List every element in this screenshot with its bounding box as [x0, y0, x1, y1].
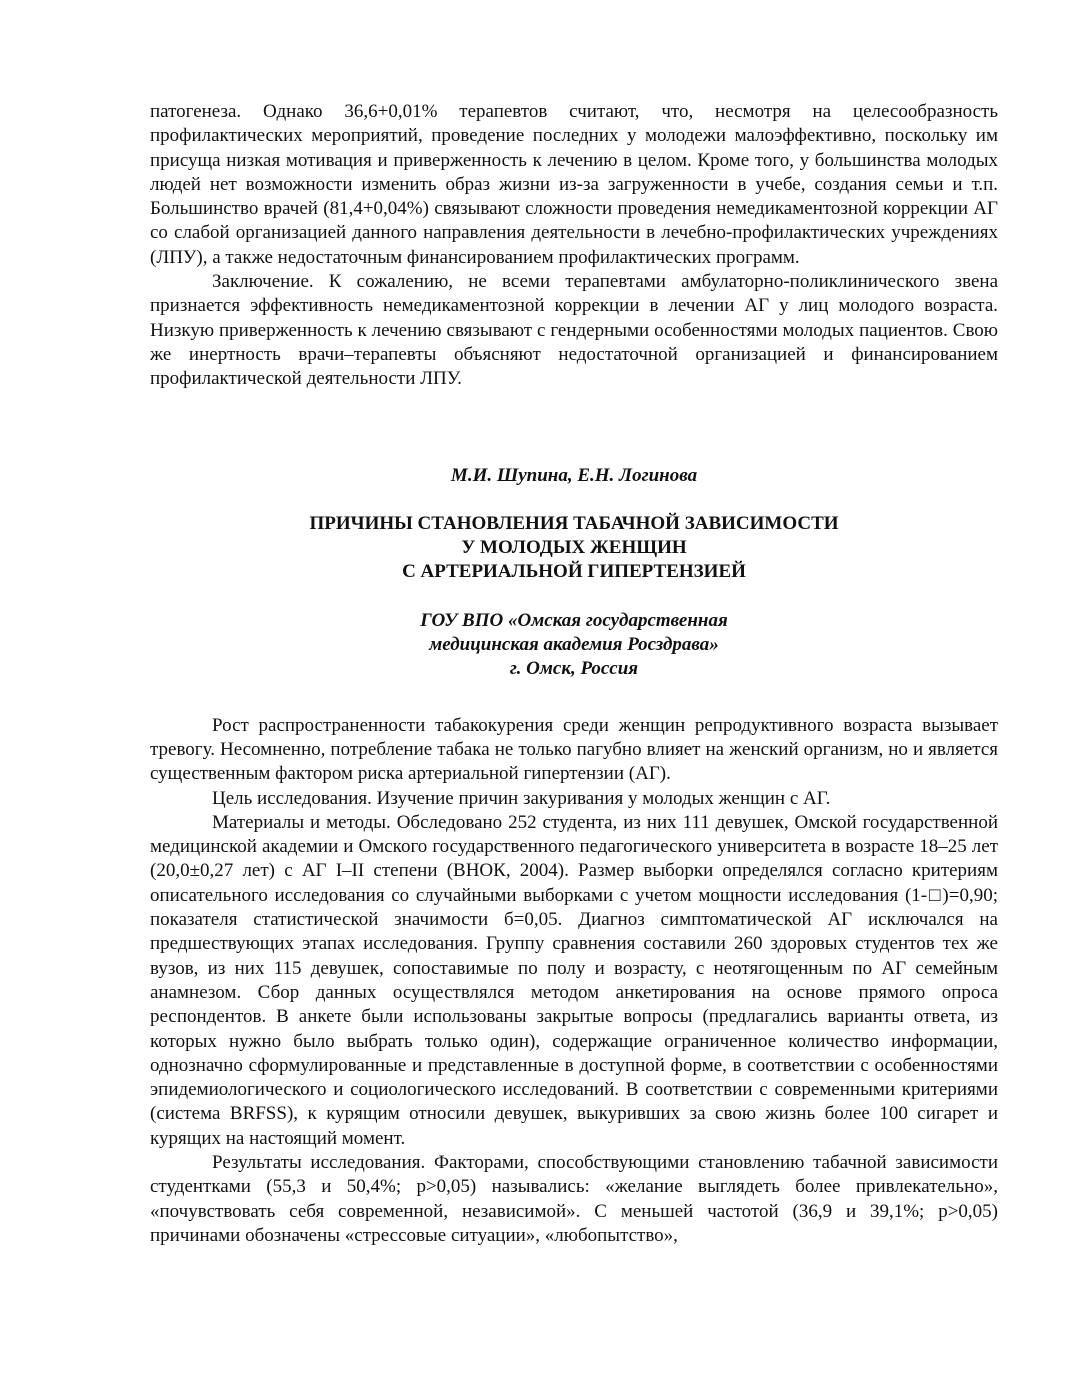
section-gap: [150, 682, 998, 714]
section-gap: [150, 392, 998, 464]
article-title-line: С АРТЕРИАЛЬНОЙ ГИПЕРТЕНЗИЕЙ: [402, 561, 746, 583]
section-gap: [150, 585, 998, 609]
article-authors: М.И. Шупина, Е.Н. Логинова: [450, 464, 698, 486]
prev-article-conclusion: Заключение. К сожалению, не всеми терапевтами амбулаторно-поликлинического звена признается эффективность немедикаментозной коррекции в лечении АГ у лиц молодого возраста. Низкую приверженность к лечению связывают с гендерными особенностями молодых пациентов. Свою же инертность врачи–терапевты объясняют недостаточной организацией и финансированием профилактической деятельности ЛПУ.: [150, 271, 998, 390]
article-intro-paragraph: Рост распространенности табакокурения среди женщин репродуктивного возраста вызывает тревогу. Несомненно, потребление табака не только пагубно влияет на женский организм, но и является существенным фактором риска артериальной гипертензии (АГ).: [150, 714, 998, 785]
article-affiliation: [150, 609, 998, 682]
section-gap: [150, 488, 998, 512]
article-title-line: ПРИЧИНЫ СТАНОВЛЕНИЯ ТАБАЧНОЙ ЗАВИСИМОСТИ: [309, 512, 839, 534]
document-page: [150, 100, 998, 1248]
affiliation-line: медицинская академия Росздрава»: [429, 634, 719, 656]
affiliation-line: ГОУ ВПО «Омская государственная: [420, 609, 728, 631]
article-aim-paragraph: Цель исследования. Изучение причин закуривания у молодых женщин с АГ.: [212, 787, 831, 809]
prev-article-paragraph: патогенеза. Однако 36,6+0,01% терапевтов считают, что, несмотря на целесообразность профилактических мероприятий, проведение последних у молодежи малоэффективно, поскольку им присуща низкая мотивация и приверженность к лечению в целом. Кроме того, у большинства молодых людей нет возможности изменить образ жизни из-за загруженности в учебе, создания семьи и т.п. Большинство врачей (81,4+0,04%) связывают сложности проведения немедикаментозной коррекции АГ со слабой организацией данного направления деятельности в лечебно-профилактических учреждениях (ЛПУ), а также недостаточным финансированием профилактических программ.: [150, 101, 998, 268]
article-methods-paragraph: Материалы и методы. Обследовано 252 студента, из них 111 девушек, Омской государственной медицинской академии и Омского государственного педагогического университета в возрасте 18–25 лет (20,0±0,27 лет) с АГ I–II степени (ВНОК, 2004). Размер выборки определялся согласно критериям описательного исследования со случайными выборками с учетом мощности исследования (1-□)=0,90; показателя статистической значимости б=0,05. Диагноз симптоматической АГ исключался на предшествующих этапах исследования. Группу сравнения составили 260 здоровых студентов тех же вузов, из них 115 девушек, сопоставимые по полу и возрасту, с неотягощенным по АГ семейным анамнезом. Сбор данных осуществлялся методом анкетирования на основе прямого опроса респондентов. В анкете были использованы закрытые вопросы (предлагались варианты ответа, из которых нужно было выбрать только один), содержащие ограниченное количество информации, однозначно сформулированные и представленные в доступной форме, в соответствии с особенностями эпидемиологического и социологического исследований. В соответствии с современными критериями (система BRFSS), к курящим относили девушек, выкуривших за свою жизнь более 100 сигарет и курящих на настоящий момент.: [150, 811, 998, 1149]
article-results-paragraph: Результаты исследования. Факторами, способствующими становлению табачной зависимости студентками (55,3 и 50,4%; р>0,05) назывались: «желание выглядеть более привлекательно», «почувствовать себя современной, независимой». С меньшей частотой (36,9 и 39,1%; р>0,05) причинами обозначены «стрессовые ситуации», «любопытство»,: [150, 1151, 998, 1246]
affiliation-line: г. Омск, Россия: [509, 658, 639, 680]
article-title-line: У МОЛОДЫХ ЖЕНЩИН: [461, 537, 687, 559]
article-title: [150, 512, 998, 585]
